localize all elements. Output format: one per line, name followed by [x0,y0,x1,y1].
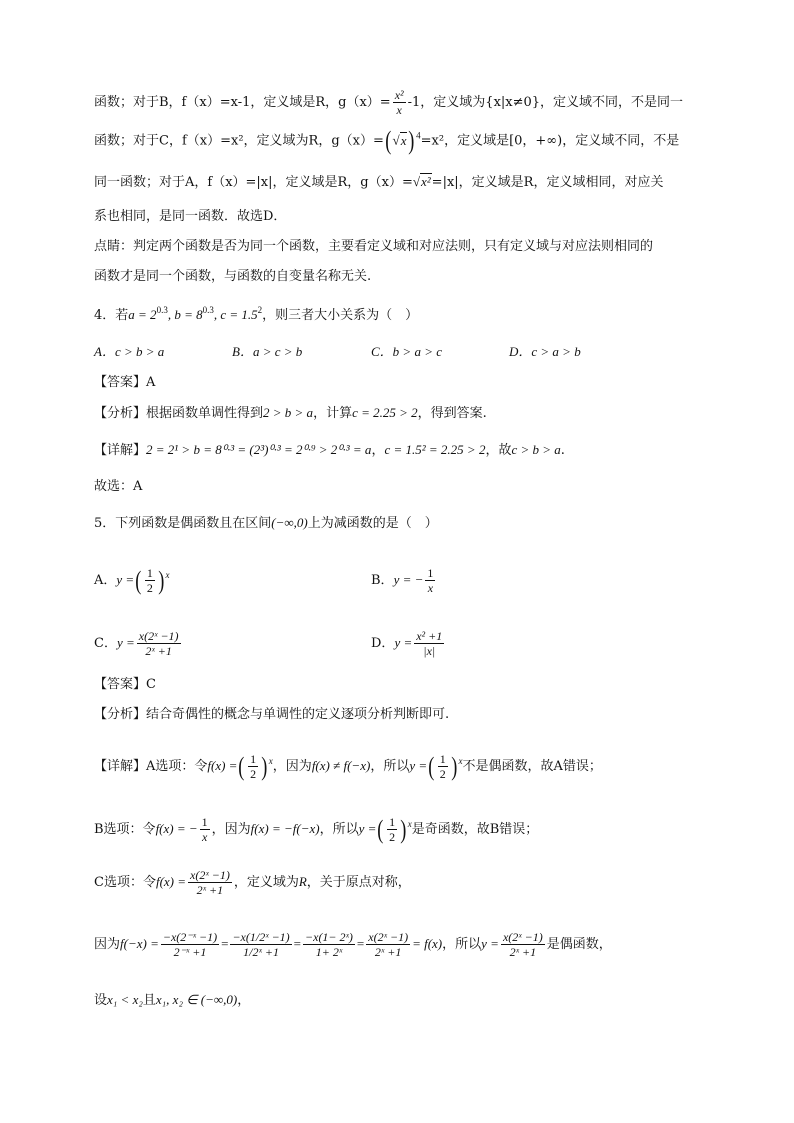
question-4: 4．若$a = 2^{0.3}$, $b = 8^{0.3}$, $c = 1.5^2$，则三者大小关系为（ ） [94,305,419,323]
q5-option-d: D．y = $\frac{\text{x² +1}}{|x|}$ [371,629,443,658]
q5-option-c: C．y = $\frac{\text{x(2ˣ −1)}}{\text{2ˣ +1}}$ [94,629,179,658]
sqrt-expression: √x [392,132,407,148]
solution-line-2: 函数；对于C，f（x）=x²，定义域为R，$g(x)=(√x)^4=x^2$，定义域是[0，+∞)，定义域不同，不是 [94,126,680,155]
text-span: =|x|，定义域是R，定义域相同，对应关 [431,175,664,190]
q5-detail-a: 【详解】A选项：令f(x) =( $\frac{1}{2}$ )$^x$，因为f(x) ≠ f(−x)，所以y =( $\frac{1}{2}$ )$^x$不是偶函数，故A错误； [94,751,602,781]
note-line-2: 函数才是同一个函数，与函数的自变量名称无关. [94,269,372,284]
q5-set-line: 设x₁ < x₂且x₁, x₂ ∈ (−∞,0)， [94,992,251,1008]
q5-analysis: 【分析】结合奇偶性的概念与单调性的定义逐项分析判断即可. [94,707,450,722]
solution-line-4: 系也相同，是同一函数．故选D． [94,209,287,224]
note-line-1: 点睛：判定两个函数是否为同一个函数，主要看定义域和对应法则，只有定义域与对应法则相同的 [94,239,654,254]
q5-option-a: A．y =( $\frac{1}{2}$ )$^x$ [94,565,170,595]
q4-choose: 故选：A [94,479,143,494]
solution-line-3 [94,173,663,192]
text-span: -1，定义域为{x|x≠0}，定义域不同，不是同一 [407,95,684,110]
text-span: 函数；对于B，f（x）=x-1，定义域是R，g（x）= [94,95,391,110]
question-5: 5．下列函数是偶函数且在区间(−∞,0)上为减函数的是（ ） [94,515,438,531]
text-span: 同一函数；对于A，f（x）=|x|，定义域是R，g（x）= [94,175,413,190]
sqrt-expression: √x² [412,174,431,189]
q4-analysis: 【分析】根据函数单调性得到2 > b > a，计算c = 2.25 > 2，得到答案. [94,405,487,421]
q4-option-a: A．c > b > a [94,344,165,359]
text-span: 函数；对于C，f（x）=x²，定义域为R，g（x）= [94,133,384,149]
q5-detail-b: B选项：令f(x) = − $\frac{1}{x}$ ，因为f(x) = −f(−x)，所以y =( $\frac{1}{2}$ )$^x$是奇函数，故B错误； [94,814,539,844]
fraction: $\frac{\text{x²}}{x}$ [394,88,404,117]
q5-detail-c-2: 因为f(−x) = $\frac{\text{−x(2⁻ˣ −1)}}{\text{2⁻ˣ +1}}$ = $\frac{\text{−x(1/2ˣ −1)}}{\text{1/2ˣ +1}}$ = $\frac{\text{−x(1− 2ˣ)}}{\text{1+ 2ˣ}}$ = $\frac{\text{x(2ˣ −1)}}{\text{2ˣ +1}}$ = f(x)，所以y = $\frac{\text{x(2ˣ −1)}}{\text{2ˣ +1}}$ 是偶函数， [94,930,612,959]
solution-line-1 [94,88,683,117]
q4-option-c: C．b > a > c [371,344,442,359]
q4-detail: 【详解】2 = 2¹ > b = 8⁰·³ = (2³)⁰·³ = 2⁰·⁹ > 2⁰·³ = a，c = 1.5² = 2.25 > 2，故c > b > a. [94,442,565,458]
q4-answer: 【答案】A [94,375,156,390]
q5-answer: 【答案】C [94,677,156,692]
q4-option-b: B．a > c > b [232,344,303,359]
q5-detail-c: C选项：令f(x) = $\frac{\text{x(2ˣ −1)}}{\text{2ˣ +1}}$ ，定义域为R，关于原点对称， [94,868,411,897]
text-span: =x²，定义域是[0，+∞)，定义域不同，不是 [420,133,680,149]
q5-option-b: B．y = − $\frac{1}{x}$ [371,566,434,595]
q4-option-d: D．c > a > b [509,344,581,359]
